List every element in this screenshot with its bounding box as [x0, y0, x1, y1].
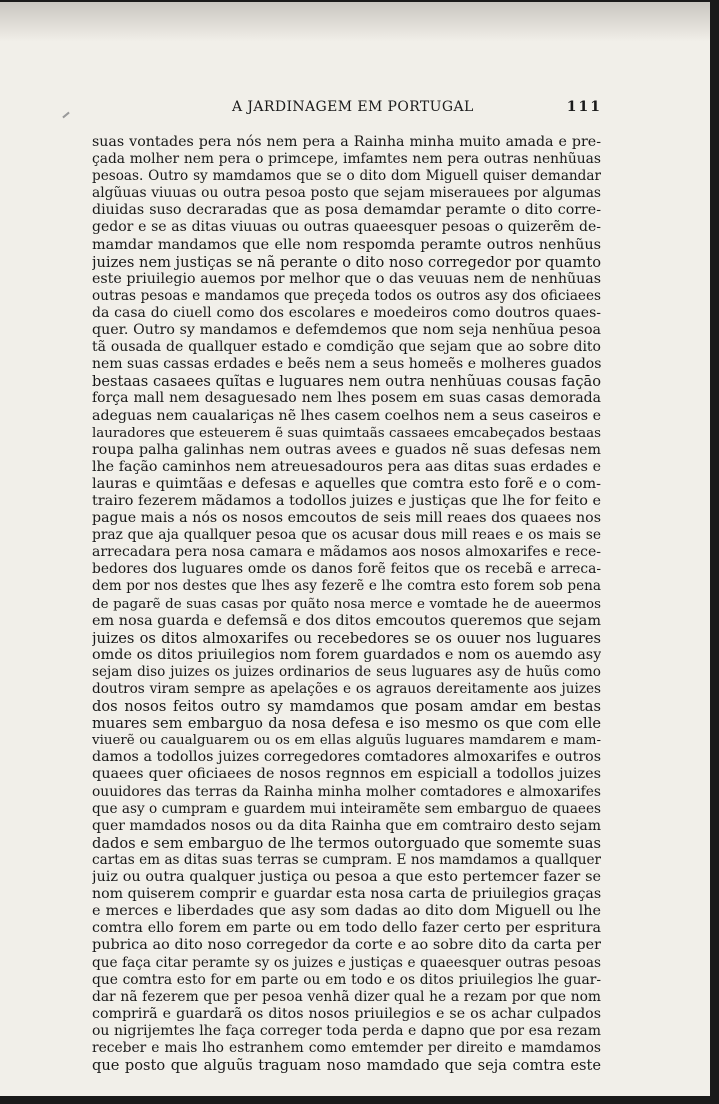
- text-line: este priuilegio auemos por melhor que o das veuuas nem de nenhũuas: [92, 270, 601, 287]
- text-line: algũuas viuuas ou outra pesoa posto que sejam miserauees por algumas: [92, 185, 601, 202]
- text-line: praz que aja quallquer pesoa que os acusar dous mill reaes e os mais se: [92, 527, 601, 544]
- text-line: arrecadara pera nosa camara e mãdamos aos nosos almoxarifes e rece-: [92, 544, 601, 561]
- text-line: quer. Outro sy mandamos e defemdemos que nom seja nenhũua pesoa: [92, 322, 601, 339]
- text-line: lauradores que esteuerem ẽ suas quimtaãs cassaees emcabeçados bestaas: [92, 425, 601, 441]
- text-line: damos a todollos juizes corregedores comtadores almoxarifes e outros: [92, 749, 601, 766]
- text-line: trairo fezerem mãdamos a todollos juizes e justiças que lhe for feito e: [92, 492, 601, 509]
- text-line: lhe fação caminhos nem atreuesadouros pera aas ditas suas erdades e: [92, 458, 601, 475]
- text-line: e merces e liberdades que asy som dadas ao dito dom Miguell ou lhe: [92, 903, 601, 920]
- text-line: sejam diso juizes os juizes ordinarios de seus luguares asy de huũs como: [92, 663, 601, 680]
- margin-mark: [62, 112, 69, 119]
- text-line: bestaas casaees quĩtas e luguares nem outra nenhũuas cousas façāo: [92, 373, 601, 391]
- text-line: da casa do ciuell como dos escolares e moedeiros como doutros quaes-: [92, 304, 601, 321]
- text-line: em nosa guarda e defemsã e dos ditos emcoutos queremos que sejam: [92, 612, 601, 629]
- text-line: cartas em as ditas suas terras se cumpram. E nos mamdamos a quallquer: [92, 851, 601, 868]
- text-line: adeguas nem caualariças nẽ lhes casem coelhos nem a seus caseiros e: [92, 407, 601, 424]
- text-line: nom quiserem comprir e guardar esta nosa carta de priuilegios graças: [92, 886, 601, 903]
- text-line: que posto que alguũs traguam noso mamdado que seja comtra este: [92, 1057, 601, 1075]
- text-line: dar nã fezerem que per pesoa venhã dizer qual he a rezam por que nom: [92, 988, 601, 1005]
- text-line: roupa palha galinhas nem outras avees e guados nẽ suas defesas nem: [92, 441, 601, 458]
- text-line: que comtra esto for em parte ou em todo e os ditos priuilegios lhe guar-: [92, 971, 601, 988]
- text-line: força mall nem desaguesado nem lhes posem em suas casas demorada: [92, 390, 601, 407]
- text-line: suas vontades pera nós nem pera a Rainha minha muito amada e pre-: [92, 134, 601, 150]
- text-line: comtra ello forem em parte ou em todo dello fazer certo per espritura: [92, 920, 601, 937]
- text-line: mamdar mandamos que elle nom respomda peramte outros nenhũus: [92, 236, 601, 253]
- text-line: outras pesoas e mandamos que preçeda todos os outros asy dos oficiaees: [92, 287, 601, 304]
- text-line: nem suas cassas erdades e beẽs nem a seus homeẽs e molheres guados: [92, 356, 601, 373]
- text-line: que asy o cumpram e guardem mui inteiramẽte sem embarguo de quaees: [92, 800, 601, 817]
- text-line: gedor e se as ditas viuuas ou outras quaeesquer pesoas o quizerẽm de-: [92, 219, 601, 236]
- text-line: comprirã e guardarã os ditos nosos priuilegios e se os achar culpados: [92, 1005, 601, 1022]
- text-line: tã ousada de quallquer estado e comdição que sejam que ao sobre dito: [92, 339, 601, 356]
- text-line: ouuidores das terras da Rainha minha molher comtadores e almoxarifes: [92, 783, 601, 800]
- book-page: [0, 2, 710, 1096]
- text-line: quaees quer oficiaees de nosos regnnos em espiciall a todollos juizes: [92, 766, 601, 783]
- text-line: que faça citar peramte sy os juizes e justiças e quaeesquer outras pesoas: [92, 954, 601, 971]
- running-title: A JARDINAGEM EM PORTUGAL: [232, 99, 474, 115]
- text-line: lauras e quimtãas e defesas e aquelles que comtra esto forẽ e o com-: [92, 475, 601, 492]
- text-line: bedores dos luguares omde os danos forẽ feitos que os recebã e arreca-: [92, 561, 601, 578]
- text-line: doutros viram sempre as apelações e os agrauos dereitamente aos juizes: [92, 681, 601, 697]
- text-line: dos nosos feitos outro sy mamdamos que posam amdar em bestas: [92, 698, 601, 716]
- text-line: omde os ditos priuilegios nom forem guardados e nom os auemdo asy: [92, 646, 601, 663]
- text-line: çada molher nem pera o primcepe, imfamtes nem pera outras nenhũuas: [92, 151, 601, 168]
- text-line: pague mais a nós os nosos emcoutos de seis mill reaes dos quaees nos: [92, 510, 601, 527]
- text-line: dem por nos destes que lhes asy fezerẽ e lhe comtra esto forem sob pena: [92, 578, 601, 595]
- text-line: pesoas. Outro sy mamdamos que se o dito dom Miguell quiser demandar: [92, 168, 601, 185]
- text-line: quer mamdados nosos ou da dita Rainha que em comtrairo desto sejam: [92, 817, 601, 834]
- text-line: viuerẽ ou caualguarem ou os em ellas alguũs luguares mamdarem e mam-: [92, 733, 601, 749]
- text-line: pubrica ao dito noso corregedor da corte e ao sobre dito da carta per: [92, 937, 601, 954]
- text-line: juizes os ditos almoxarifes ou recebedores se os ouuer nos luguares: [92, 629, 601, 647]
- text-line: muares sem embarguo da nosa defesa e iso mesmo os que com elle: [92, 715, 601, 733]
- text-line: juiz ou outra qualquer justiça ou pesoa a que esto pertemcer fazer se: [92, 869, 601, 886]
- body-text: [92, 134, 601, 1074]
- text-line: juizes nem justiças se nã perante o dito noso corregedor por quamto: [92, 253, 601, 271]
- page-header: [92, 99, 602, 121]
- text-line: dados e sem embarguo de lhe termos outorguado que somemte suas: [92, 834, 601, 852]
- text-line: ou nigrijemtes lhe faça correger toda perda e dapno que por esa rezam: [92, 1022, 601, 1039]
- page-number: 111: [566, 99, 602, 115]
- text-line: diuidas suso decraradas que as posa demamdar peramte o dito corre-: [92, 202, 601, 219]
- text-line: receber e mais lho estranhem como emtemder per direito e mamdamos: [92, 1039, 601, 1056]
- text-line: de pagarẽ de suas casas por quãto nosa merce e vomtade he de aueermos: [92, 596, 601, 612]
